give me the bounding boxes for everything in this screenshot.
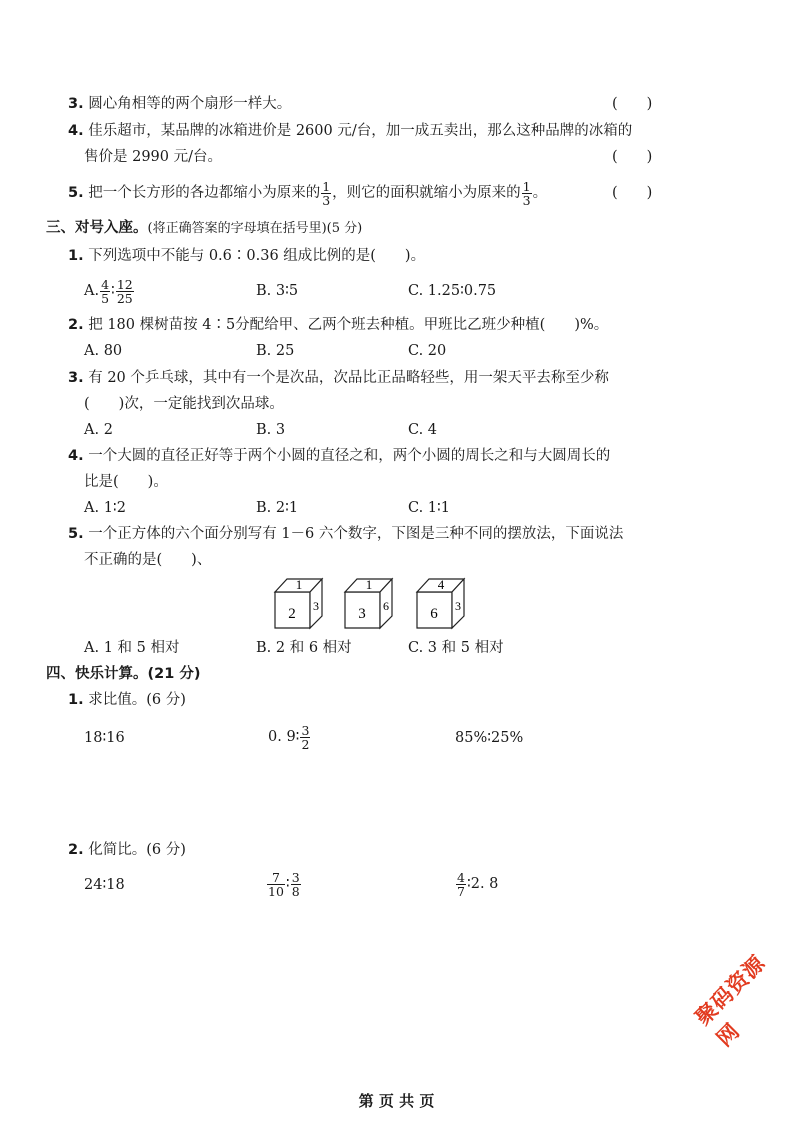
mc-q1 [68,246,425,266]
denominator: 25 [116,290,133,306]
page-footer: 第 页 共 页 [358,1092,435,1110]
calc-expr-2 [268,722,311,752]
section-4-title: 四、快乐计算。(21 分) [46,666,201,682]
denominator: 8 [291,883,300,899]
cube-top-number: 1 [365,577,373,592]
question-text: 有 20 个乒乓球，其中有一个是次品，次品比正品略轻些，用一架天平去称至少称 [88,370,609,386]
option-c[interactable]: C. 4 [408,422,438,438]
cube-3 [414,576,466,630]
judge-q4 [68,121,632,141]
mc-q5 [68,524,623,544]
cube-1 [272,576,324,630]
denominator: 10 [268,883,284,899]
denominator: 3 [522,192,531,208]
question-text: 求比值。(6 分) [88,692,186,708]
mc-q5-line2: 不正确的是( )、 [84,552,212,568]
denominator: 2 [301,736,310,752]
simplify-expr-1: 24∶18 [84,877,125,893]
denominator: 5 [101,290,110,306]
denominator: 3 [322,192,331,208]
question-text: 圆心角相等的两个扇形一样大。 [88,96,292,112]
question-text: 把 180 棵树苗按 4∶5分配给甲、乙两个班去种植。甲班比乙班少种植( )%。 [88,317,609,333]
fraction [321,180,331,207]
calc-q2 [68,840,186,860]
cube-side-number: 6 [383,599,389,613]
mc-q3 [68,368,609,388]
question-number: 2. [68,317,84,333]
option-b[interactable]: B. 25 [256,343,295,359]
option-c[interactable]: C. 3 和 5 相对 [408,640,504,656]
fraction [456,871,466,898]
section-note: (将正确答案的字母填在括号里)(5 分) [147,221,363,236]
fraction [291,871,301,898]
option-c[interactable]: C. 1.25∶0.75 [408,283,497,299]
cube-2 [342,576,394,630]
cube-side-number: 3 [455,599,461,613]
fraction [116,278,134,305]
option-b[interactable]: B. 3 [256,422,286,438]
option-c[interactable]: C. 1∶1 [408,500,451,516]
question-text: 佳乐超市，某品牌的冰箱进价是 2600 元/台，加一成五卖出，那么这种品牌的冰箱的 [88,123,633,139]
ratio-sign: ∶ [285,876,290,892]
question-number: 3. [68,370,84,386]
fraction [267,871,285,898]
question-number: 5. [68,526,84,542]
numerator: 7 [267,871,285,885]
answer-paren[interactable]: ( ) [612,149,653,165]
calc-expr-1: 18∶16 [84,730,125,746]
cube-front-number: 3 [358,606,366,622]
numerator: 4 [101,276,110,292]
calc-expr-3: 85%∶25% [455,730,524,746]
option-label: A. [84,283,100,299]
option-a[interactable] [84,276,135,306]
question-number: 1. [68,248,84,264]
numerator: 1 [322,178,331,194]
question-text: 一个大圆的直径正好等于两个小圆的直径之和，两个小圆的周长之和与大圆周长的 [88,448,611,464]
simplify-expr-3 [455,869,498,899]
calc-q1 [68,690,186,710]
mc-q2 [68,315,608,335]
question-text: 。 [532,185,548,201]
cube-top-number: 4 [437,577,445,592]
option-a[interactable]: A. 80 [84,343,123,359]
watermark-logo: 聚码资源网 [690,950,771,1052]
question-text: 一个正方体的六个面分别写有 1－6 六个数字，下图是三种不同的摆放法，下面说法 [88,526,624,542]
option-a[interactable]: A. 2 [84,422,113,438]
cube-front-number: 2 [288,606,296,622]
numerator: 12 [116,276,133,292]
question-number: 1. [68,692,84,708]
answer-paren[interactable]: ( ) [612,96,653,112]
question-number: 3. [68,96,84,112]
fraction [100,278,110,305]
cube-side-number: 3 [313,599,319,613]
question-number: 4. [68,448,84,464]
option-c[interactable]: C. 20 [408,343,447,359]
mc-q3-line2: ( )次，一定能找到次品球。 [84,396,284,412]
fraction [300,724,310,751]
answer-paren[interactable]: ( ) [612,185,653,201]
judge-q4-line2: 售价是 2990 元/台。 [84,149,223,165]
simplify-expr-2 [266,869,302,899]
question-text: 把一个长方形的各边都缩小为原来的 [88,185,321,201]
section-3-title [46,218,362,239]
question-number: 5. [68,185,84,201]
expr-text: 0. 9∶ [268,729,300,745]
judge-q5 [68,178,547,208]
option-b[interactable]: B. 2 和 6 相对 [256,640,352,656]
ratio-sign: ∶ [111,283,115,299]
question-number: 4. [68,123,84,139]
cube-front-number: 6 [430,606,438,622]
question-number: 2. [68,842,84,858]
option-a[interactable]: A. 1∶2 [84,500,126,516]
numerator: 3 [291,869,300,885]
mc-q4 [68,446,610,466]
option-b[interactable]: B. 2∶1 [256,500,299,516]
cube-top-number: 1 [295,577,303,592]
mc-q4-line2: 比是( )。 [84,474,168,490]
numerator: 1 [522,178,531,194]
question-text: 下列选项中不能与 0.6∶0.36 组成比例的是( )。 [88,248,426,264]
denominator: 7 [457,883,465,899]
question-text: 化简比。(6 分) [88,842,186,858]
section-title: 三、对号入座。 [46,220,148,236]
question-text: ，则它的面积就缩小为原来的 [332,185,521,201]
numerator: 3 [301,722,310,738]
option-b[interactable]: B. 3∶5 [256,283,299,299]
numerator: 4 [457,869,465,885]
judge-q3 [68,94,291,114]
option-a[interactable]: A. 1 和 5 相对 [84,640,180,656]
fraction [522,180,532,207]
expr-text: ∶2. 8 [466,876,499,892]
